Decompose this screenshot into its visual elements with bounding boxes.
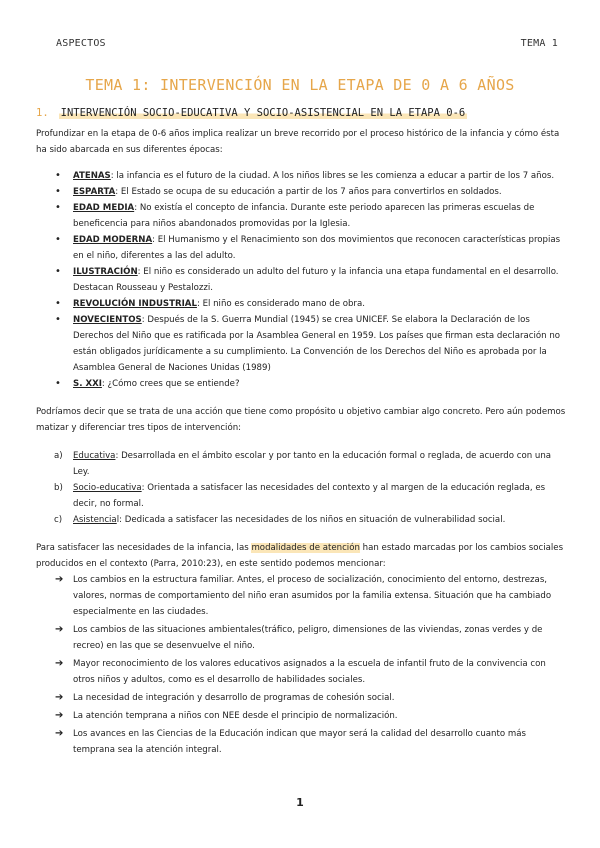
list-item [36,448,566,480]
list-item [36,708,566,724]
modalities-highlight: modalidades de atención [251,543,360,553]
type-text: : Desarrollada en el ámbito escolar y por tanto en la educación formal o reglada, de acuerdo con una Ley. [73,451,552,477]
section-heading [36,107,576,119]
epoch-text: : El niño es considerado un adulto del futuro y la infancia una etapa fundamental en el desarrollo. Destacan Rousseau y Pestalozzi. [73,267,559,293]
list-item [36,622,566,654]
page-title: TEMA 1: INTERVENCIÓN EN LA ETAPA DE 0 A 6 AÑOS [85,76,515,94]
type-letter: b) [54,483,63,493]
epoch-text: : la infancia es el futuro de la ciudad. A los niños libres se les comienza a educar a partir de los 7 años. [110,171,555,181]
document-body [36,126,566,760]
type-text: : Orientada a satisfacer las necesidades del contexto y al margen de la educación reglada, es decir, no formal. [73,483,546,509]
change-text: La necesidad de integración y desarrollo de programas de cohesión social. [73,693,395,703]
epoch-text: : No existía el concepto de infancia. Durante este periodo aparecen las primeras escuelas de beneficencia para niños abandonados promovidas por la Iglesia. [73,203,535,229]
change-text: Los avances en las Ciencias de la Educación indican que mayor será la calidad del desarrollo cuanto más temprana sea la atención integral. [73,729,526,755]
change-text: La atención temprana a niños con NEE desde el principio de normalización. [73,711,398,721]
epoch-term: ATENAS [73,171,111,181]
arrow-icon: ➔ [55,658,64,669]
section-title: INTERVENCIÓN SOCIO-EDUCATIVA Y SOCIO-ASISTENCIAL EN LA ETAPA 0-6 [60,107,466,119]
header-left: ASPECTOS [56,38,106,49]
arrow-icon: ➔ [55,624,64,635]
list-item [36,726,566,758]
list-item [36,480,566,512]
list-item [36,376,566,392]
intervention-types-list [36,448,566,528]
epoch-text: : El niño es considerado mano de obra. [196,299,365,309]
type-term: Educativa [73,451,116,461]
type-term: Asistencia [73,515,117,525]
list-item [36,200,566,232]
arrow-icon: ➔ [55,710,64,721]
type-letter: a) [54,451,63,461]
epoch-term: REVOLUCIÓN INDUSTRIAL [73,299,197,309]
type-letter: c) [54,515,63,525]
social-changes-list [36,572,566,758]
page-number: 1 [296,796,304,809]
epoch-text: : Después de la S. Guerra Mundial (1945) se crea UNICEF. Se elabora la Declaración de los Derechos del Niño que es ratificada por la Asamblea General en 1959. Los países que firman esta declaración no están obligados jurídicamente a su cumplimiento. La Convención de los Derechos del Niño es aprobada por la Asamblea General de Naciones Unidas (1989) [73,315,561,373]
list-item [36,690,566,706]
epochs-list [36,168,566,392]
epoch-text: : ¿Cómo crees que se entiende? [101,379,240,389]
intro-paragraph: Profundizar en la etapa de 0-6 años implica realizar un breve recorrido por el proceso histórico de la infancia y cómo ésta ha sido abarcada en sus diferentes épocas: [36,129,560,155]
epoch-term: ESPARTA [73,187,116,197]
epoch-term: S. XXI [73,379,102,389]
change-text: Los cambios de las situaciones ambientales(tráfico, peligro, dimensiones de las viviendas, zonas verdes y de recreo) en las que se desenvuelve el niño. [73,625,543,651]
list-item [36,656,566,688]
arrow-icon: ➔ [55,692,64,703]
list-item [36,264,566,296]
epoch-text: : El Estado se ocupa de su educación a partir de los 7 años para convertirlos en soldados. [115,187,502,197]
header-right: TEMA 1 [520,38,558,49]
change-text: Los cambios en la estructura familiar. Antes, el proceso de socialización, conocimiento del entorno, destrezas, valores, normas de comportamiento del niño eran asumidos por la familia extensa. Situación que ha cambiado especialmente en las ciudades. [73,575,552,617]
list-item [36,232,566,264]
list-item [36,512,566,528]
list-item [36,168,566,184]
arrow-icon: ➔ [55,728,64,739]
change-text: Mayor reconocimiento de los valores educativos asignados a la escuela de infantil fruto de la convivencia con otros niños y adultos, como es el desarrollo de habilidades sociales. [73,659,546,685]
section-number: 1. [36,107,49,119]
list-item [36,296,566,312]
epoch-text: : El Humanismo y el Renacimiento son dos movimientos que reconocen características propias en el niño, diferentes a las del adulto. [73,235,561,261]
epoch-term: EDAD MEDIA [73,203,135,213]
list-item [36,184,566,200]
epoch-term: EDAD MODERNA [73,235,153,245]
list-item [36,572,566,620]
epoch-term: ILUSTRACIÓN [73,267,138,277]
list-item [36,312,566,376]
type-text: l: Dedicada a satisfacer las necesidades de los niños en situación de vulnerabilidad social. [116,515,506,525]
modalities-before: Para satisfacer las necesidades de la infancia, las [36,543,252,553]
modalities-paragraph [36,540,566,572]
type-term: Socio-educativa [73,483,142,493]
arrow-icon: ➔ [55,574,64,585]
intervention-paragraph: Podríamos decir que se trata de una acción que tiene como propósito u objetivo cambiar algo concreto. Pero aún podemos matizar y diferenciar tres tipos de intervención: [36,407,566,433]
modalities-after: han estado marcadas por los cambios sociales producidos en el contexto (Parra, 2010:23), en este sentido podemos mencionar: [36,543,564,569]
epoch-term: NOVECIENTOS [73,315,142,325]
